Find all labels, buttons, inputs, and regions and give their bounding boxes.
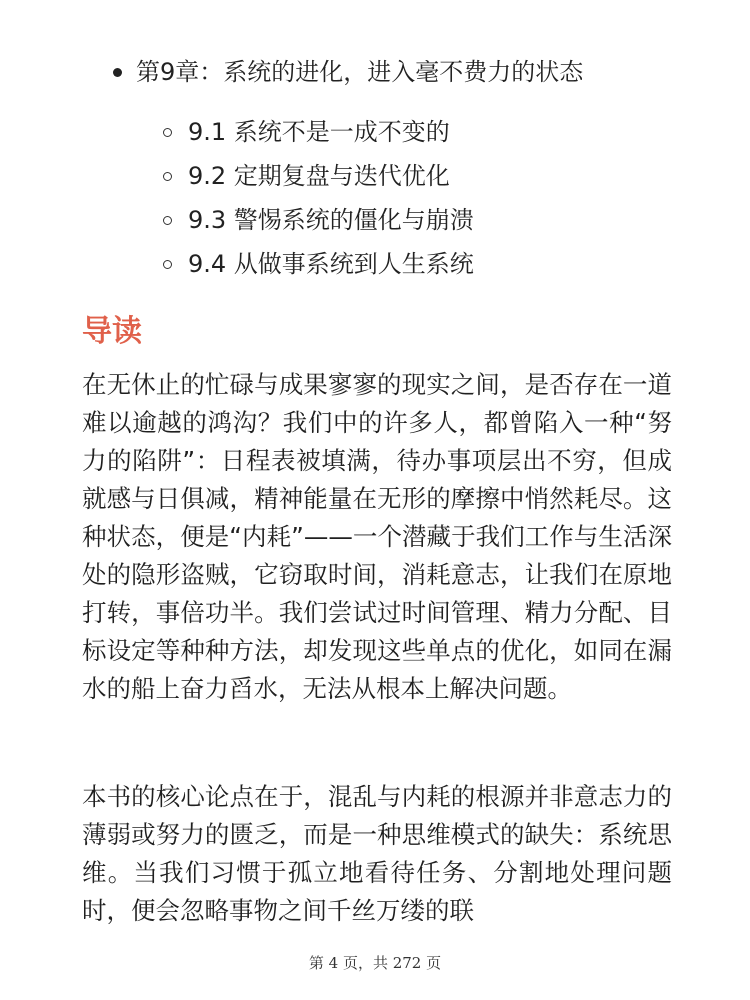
bullet-icon xyxy=(113,68,122,77)
section-list xyxy=(163,110,474,286)
page-number: 第 4 页，共 272 页 xyxy=(308,954,442,972)
section-title: 9.1 系统不是一成不变的 xyxy=(188,118,450,146)
paragraph: 在无休止的忙碌与成果寥寥的现实之间，是否存在一道难以逾越的鸿沟？我们中的许多人，都曾陷入一种“努力的陷阱”：日程表被填满，待办事项层出不穷，但成就感与日俱减，精神能量在无形的摩擦中悄然耗尽。这种状态，便是“内耗”——一个潜藏于我们工作与生活深处的隐形盗贼，它窃取时间，消耗意志，让我们在原地打转，事倍功半。我们尝试过时间管理、精力分配、目标设定等种种方法，却发现这些单点的优化，如同在漏水的船上奋力舀水，无法从根本上解决问题。 xyxy=(82,370,672,703)
section-item xyxy=(163,110,474,154)
hollow-bullet-icon xyxy=(163,172,172,181)
chapter-title: 第9章：系统的进化，进入毫不费力的状态 xyxy=(136,58,584,86)
hollow-bullet-icon xyxy=(163,216,172,225)
section-title: 9.3 警惕系统的僵化与崩溃 xyxy=(188,206,474,234)
section-item xyxy=(163,242,474,286)
section-heading: 导读 xyxy=(82,314,142,349)
section-item xyxy=(163,154,474,198)
section-title: 9.4 从做事系统到人生系统 xyxy=(188,250,474,278)
section-item xyxy=(163,198,474,242)
hollow-bullet-icon xyxy=(163,260,172,269)
section-title: 9.2 定期复盘与迭代优化 xyxy=(188,162,450,190)
hollow-bullet-icon xyxy=(163,128,172,137)
paragraph: 本书的核心论点在于，混乱与内耗的根源并非意志力的薄弱或努力的匮乏，而是一种思维模式的缺失：系统思维。当我们习惯于孤立地看待任务、分割地处理问题时，便会忽略事物之间千丝万缕的联 xyxy=(82,782,672,925)
chapter-list-item xyxy=(113,54,583,90)
